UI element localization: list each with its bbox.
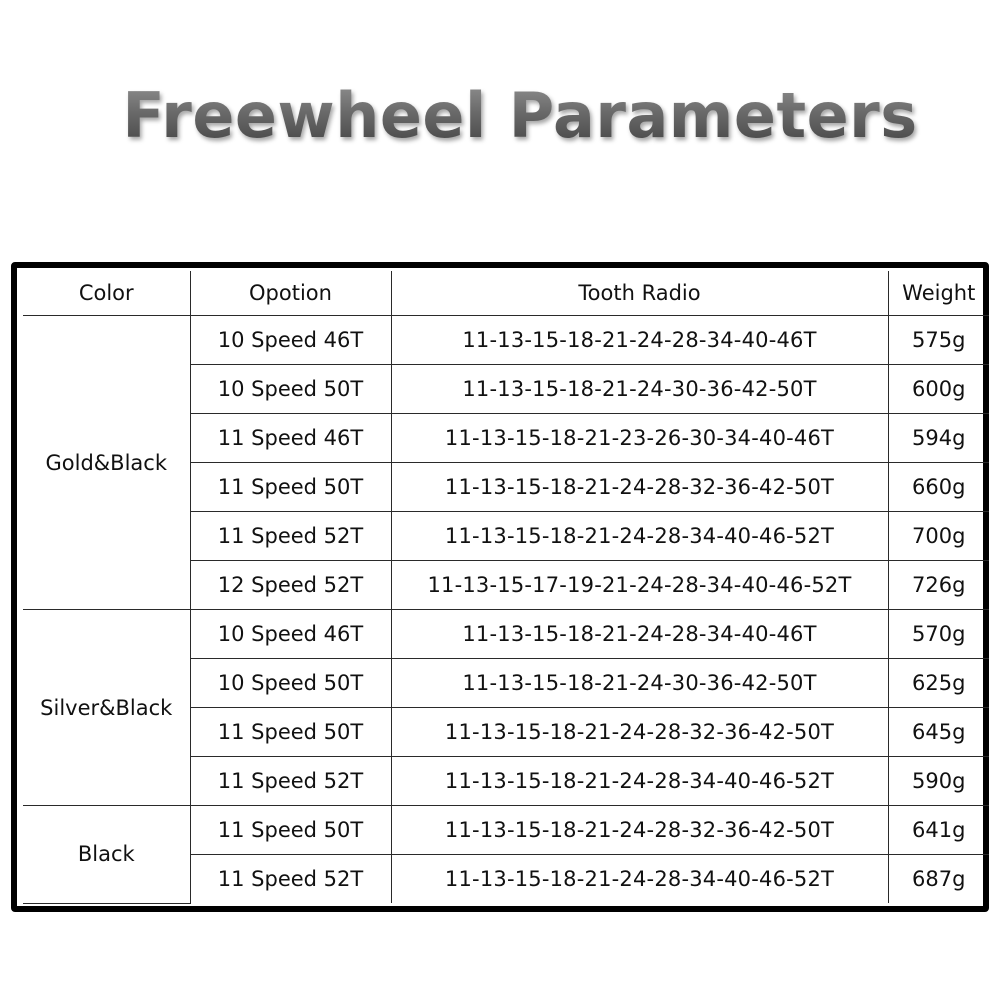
option-cell: 10 Speed 50T <box>190 365 391 414</box>
tooth-radio-cell: 11-13-15-17-19-21-24-28-34-40-46-52T <box>391 561 888 610</box>
page-title: Freewheel Parameters <box>0 74 1000 158</box>
tooth-radio-cell: 11-13-15-18-21-24-28-34-40-46T <box>391 316 888 365</box>
tooth-radio-cell: 11-13-15-18-21-23-26-30-34-40-46T <box>391 414 888 463</box>
header-color: Color <box>23 271 190 316</box>
option-cell: 11 Speed 50T <box>190 463 391 512</box>
weight-cell: 570g <box>888 610 989 659</box>
weight-cell: 594g <box>888 414 989 463</box>
option-cell: 11 Speed 50T <box>190 708 391 757</box>
tooth-radio-cell: 11-13-15-18-21-24-30-36-42-50T <box>391 365 888 414</box>
tooth-radio-cell: 11-13-15-18-21-24-28-32-36-42-50T <box>391 463 888 512</box>
option-cell: 11 Speed 52T <box>190 512 391 561</box>
weight-cell: 726g <box>888 561 989 610</box>
color-group-cell: Black <box>23 806 190 904</box>
header-option: Opotion <box>190 271 391 316</box>
weight-cell: 687g <box>888 855 989 904</box>
weight-cell: 590g <box>888 757 989 806</box>
option-cell: 11 Speed 50T <box>190 806 391 855</box>
weight-cell: 641g <box>888 806 989 855</box>
parameters-table <box>23 271 989 904</box>
option-cell: 11 Speed 52T <box>190 855 391 904</box>
header-tooth-radio: Tooth Radio <box>391 271 888 316</box>
tooth-radio-cell: 11-13-15-18-21-24-28-34-40-46-52T <box>391 757 888 806</box>
tooth-radio-cell: 11-13-15-18-21-24-28-34-40-46T <box>391 610 888 659</box>
option-cell: 10 Speed 46T <box>190 610 391 659</box>
tooth-radio-cell: 11-13-15-18-21-24-28-32-36-42-50T <box>391 806 888 855</box>
tooth-radio-cell: 11-13-15-18-21-24-28-32-36-42-50T <box>391 708 888 757</box>
tooth-radio-cell: 11-13-15-18-21-24-30-36-42-50T <box>391 659 888 708</box>
table-row <box>23 806 989 855</box>
table-row <box>23 316 989 365</box>
weight-cell: 700g <box>888 512 989 561</box>
tooth-radio-cell: 11-13-15-18-21-24-28-34-40-46-52T <box>391 512 888 561</box>
table-header-row <box>23 271 989 316</box>
weight-cell: 575g <box>888 316 989 365</box>
option-cell: 10 Speed 46T <box>190 316 391 365</box>
color-group-cell: Silver&Black <box>23 610 190 806</box>
option-cell: 11 Speed 52T <box>190 757 391 806</box>
weight-cell: 645g <box>888 708 989 757</box>
weight-cell: 660g <box>888 463 989 512</box>
weight-cell: 625g <box>888 659 989 708</box>
option-cell: 11 Speed 46T <box>190 414 391 463</box>
weight-cell: 600g <box>888 365 989 414</box>
header-weight: Weight <box>888 271 989 316</box>
option-cell: 12 Speed 52T <box>190 561 391 610</box>
option-cell: 10 Speed 50T <box>190 659 391 708</box>
color-group-cell: Gold&Black <box>23 316 190 610</box>
parameters-table-frame <box>11 262 989 912</box>
table-row <box>23 610 989 659</box>
tooth-radio-cell: 11-13-15-18-21-24-28-34-40-46-52T <box>391 855 888 904</box>
